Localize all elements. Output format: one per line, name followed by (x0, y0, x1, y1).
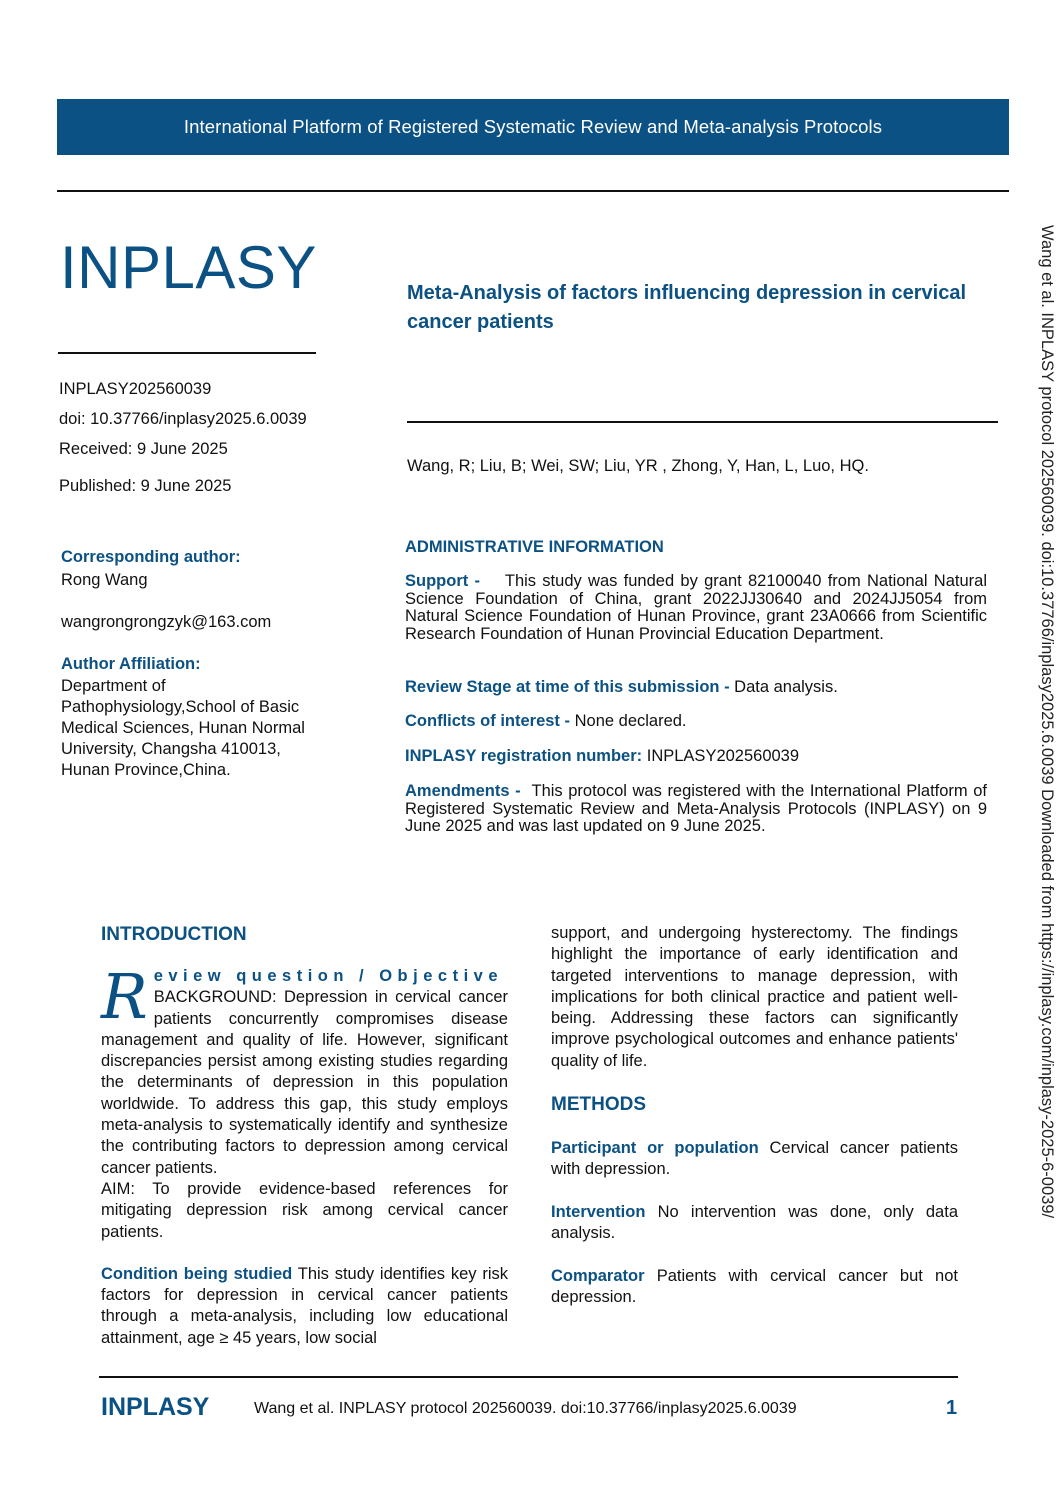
affiliation-line: Hunan Province,China. (61, 761, 231, 779)
support-label: Support - (405, 572, 481, 590)
comparator-section (551, 1266, 958, 1309)
dropcap-letter: R (101, 960, 148, 1033)
footer-citation: Wang et al. INPLASY protocol 202560039. doi:10.37766/inplasy2025.6.0039 (254, 1400, 797, 1417)
brand-logo: INPLASY (60, 234, 317, 301)
review-stage-section (405, 679, 987, 697)
corresponding-author-label: Corresponding author: (61, 548, 241, 566)
registration-number-section (405, 748, 987, 766)
condition-label: Condition being studied (101, 1264, 293, 1283)
participant-label: Participant or population (551, 1139, 759, 1157)
received-date: Received: 9 June 2025 (59, 440, 228, 458)
condition-continued: support, and undergoing hysterectomy. The findings highlight the importance of early identification and targeted interventions to manage depression, with implications for both clinical practice and patient well-being. Addressing these factors can significantly improve psychological outcomes and enhance patients' quality of life. (551, 924, 958, 1070)
conflicts-section (405, 713, 987, 731)
introduction-heading: INTRODUCTION (101, 924, 247, 945)
affiliation-line: Pathophysiology,School of Basic (61, 698, 300, 716)
condition-section (101, 1264, 508, 1349)
amendments-label: Amendments - (405, 782, 521, 800)
intervention-section (551, 1202, 958, 1245)
corresponding-author-email[interactable]: wangrongrongzyk@163.com (61, 613, 272, 631)
header-banner (57, 99, 1009, 155)
paper-title: Meta-Analysis of factors influencing depression in cervical cancer patients (407, 282, 967, 333)
review-stage-text: Data analysis. (734, 678, 838, 696)
review-stage-label: Review Stage at time of this submission - (405, 678, 730, 696)
participant-section (551, 1138, 958, 1181)
corresponding-author-name: Rong Wang (61, 571, 148, 589)
participant-text: Cervical cancer patients with depression. (551, 1139, 958, 1179)
banner-text: International Platform of Registered Systematic Review and Meta-analysis Protocols (183, 116, 883, 137)
conflicts-text: None declared. (574, 712, 687, 730)
registration-number-label: INPLASY registration number: (405, 747, 643, 765)
affiliation-line: Medical Sciences, Hunan Normal (61, 719, 305, 737)
condition-text: This study identifies key risk factors for depression in cervical cancer patients through a meta-analysis, including low educational attainment, age ≥ 45 years, low social (101, 1264, 508, 1347)
author-list: Wang, R; Liu, B; Wei, SW; Liu, YR , Zhong, Y, Han, L, Luo, HQ. (407, 457, 869, 475)
footer-divider (99, 1376, 958, 1378)
introduction-body (101, 960, 508, 1349)
page-number: 1 (946, 1397, 958, 1419)
amendments-text: This protocol was registered with the International Platform of Registered Systematic Review and Meta-Analysis Protocols (INPLASY) on 9 June 2025 and was last updated on 9 June 2025. (405, 782, 988, 835)
conflicts-label: Conflicts of interest - (405, 712, 571, 730)
background-text: BACKGROUND: Depression in cervical cancer patients concurrently compromises disease management and quality of life. However, significant discrepancies persist among existing studies regarding the determinants of depression in this population worldwide. To address this gap, this study employs meta-analysis to systematically identify and synthesize the contributing factors to depression among cervical cancer patients. (101, 988, 508, 1177)
support-section (405, 573, 987, 643)
review-question-heading: eview question / Objective (153, 967, 504, 985)
footer-brand: INPLASY (101, 1393, 210, 1421)
admin-heading: ADMINISTRATIVE INFORMATION (405, 538, 664, 556)
affiliation-line: Department of (61, 677, 166, 695)
amendments-section (405, 783, 987, 836)
header-divider (57, 190, 1009, 192)
affiliation-text (61, 676, 351, 781)
brand-divider (58, 352, 316, 354)
aim-text: AIM: To provide evidence-based references for mitigating depression risk among cervical cancer patients. (101, 1179, 508, 1241)
doi[interactable]: doi: 10.37766/inplasy2025.6.0039 (59, 410, 307, 428)
affiliation-line: University, Changsha 410013, (61, 740, 281, 758)
methods-heading: METHODS (551, 1094, 646, 1115)
side-watermark: Wang et al. INPLASY protocol 202560039. doi:10.37766/inplasy2025.6.0039 Downloaded from https://inplasy.com/inplasy-2025-6-0039/ (1038, 225, 1056, 1219)
published-date: Published: 9 June 2025 (59, 477, 232, 495)
support-text: This study was funded by grant 82100040 from National Natural Science Foundation of China, grant 2022JJ30640 and 2024JJ5054 from Natural Science Foundation of Hunan Province, grant 23A0666 from Scientific Research Foundation of Hunan Provincial Education Department. (405, 572, 987, 643)
intervention-label: Intervention (551, 1203, 646, 1221)
intervention-text: No intervention was done, only data analysis. (551, 1203, 958, 1243)
affiliation-label: Author Affiliation: (61, 655, 201, 673)
title-divider (407, 421, 998, 423)
registration-number-text: INPLASY202560039 (646, 747, 800, 765)
comparator-text: Patients with cervical cancer but not depression. (551, 1267, 958, 1307)
registration-id: INPLASY202560039 (59, 380, 212, 398)
comparator-label: Comparator (551, 1267, 645, 1285)
